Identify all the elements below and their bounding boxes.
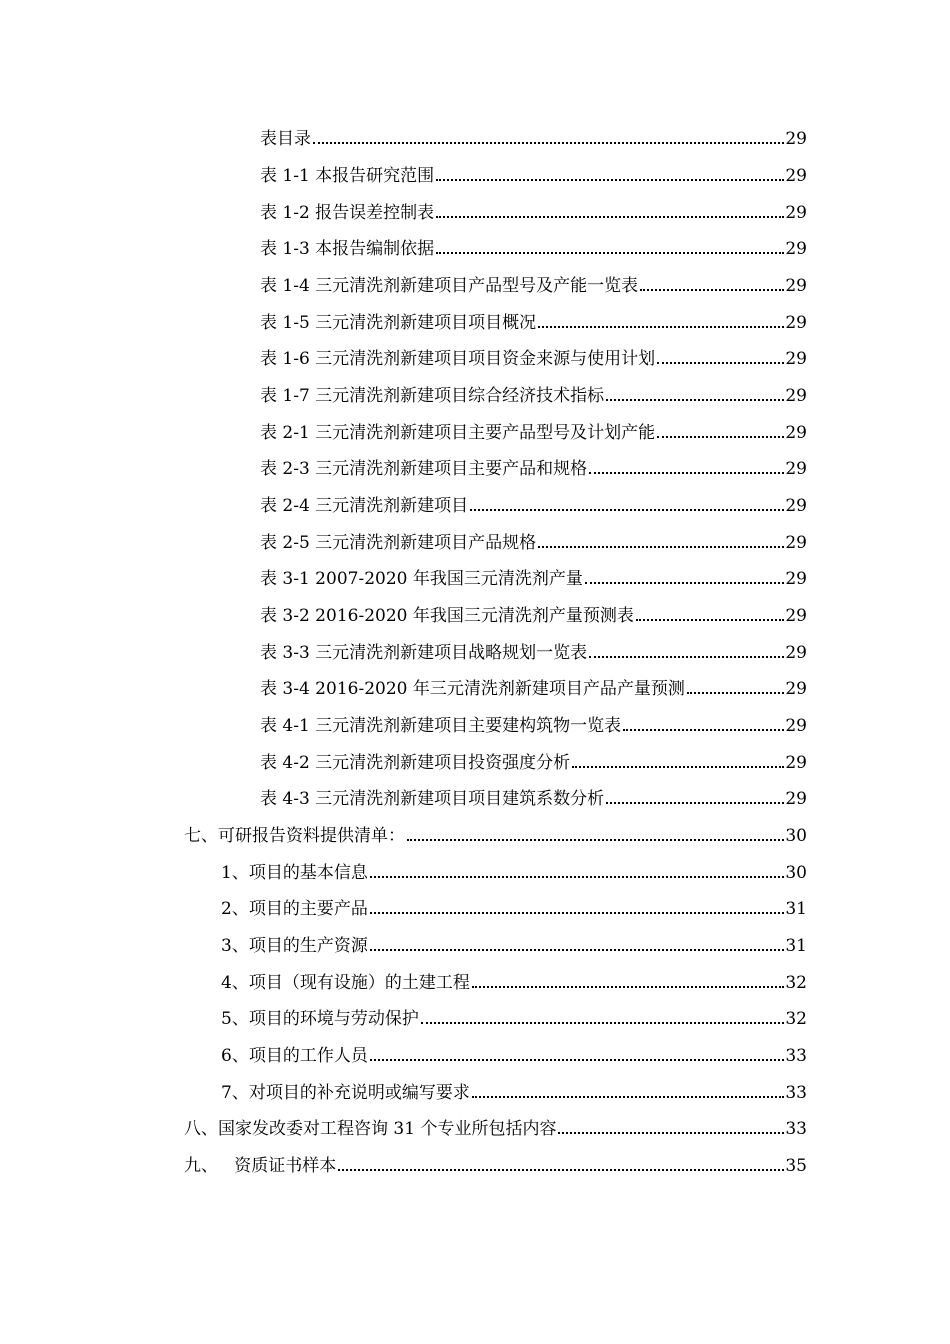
toc-entry-label: 七、可研报告资料提供清单： (184, 826, 405, 846)
toc-leader-dots (370, 1058, 785, 1061)
toc-leader-dots (657, 361, 784, 364)
toc-entry-page: 29 (785, 423, 807, 443)
toc-entry-table-1-3[interactable] (260, 230, 807, 260)
toc-entry-page: 29 (785, 753, 807, 773)
toc-entry-label: 6、项目的工作人员 (221, 1046, 368, 1066)
toc-leader-dots (606, 398, 784, 401)
toc-entry-page: 35 (785, 1156, 807, 1176)
toc-entry-label: 7、对项目的补充说明或编写要求 (221, 1083, 470, 1103)
toc-entry-item-4[interactable] (221, 964, 807, 994)
toc-entry-table-3-3[interactable] (260, 634, 807, 664)
toc-entry-table-1-5[interactable] (260, 304, 807, 334)
toc-entry-table-3-1[interactable] (260, 560, 807, 590)
toc-entry-table-1-4[interactable] (260, 267, 807, 297)
toc-leader-dots (687, 691, 785, 694)
toc-leader-dots (589, 655, 784, 658)
toc-entry-table-3-4[interactable] (260, 670, 807, 700)
toc-entry-chapter-8[interactable] (184, 1110, 807, 1140)
toc-leader-dots (538, 325, 784, 328)
toc-entry-item-7[interactable] (221, 1074, 807, 1104)
toc-entry-table-4-1[interactable] (260, 707, 807, 737)
toc-entry-label: 表 2-5 三元清洗剂新建项目产品规格 (260, 533, 537, 553)
toc-entry-table-1-7[interactable] (260, 377, 807, 407)
toc-leader-dots (589, 471, 784, 474)
toc-entry-label: 表 2-1 三元清洗剂新建项目主要产品型号及计划产能 (260, 423, 656, 443)
toc-entry-page: 29 (785, 203, 807, 223)
toc-leader-dots (640, 288, 784, 291)
toc-entry-page: 29 (785, 569, 807, 589)
toc-entry-label: 2、项目的主要产品 (221, 899, 368, 919)
toc-leader-dots (636, 618, 785, 621)
toc-entry-page: 30 (785, 863, 807, 883)
toc-entry-page: 32 (785, 973, 807, 993)
toc-leader-dots (370, 911, 785, 914)
toc-entry-item-5[interactable] (221, 1000, 807, 1030)
toc-leader-dots (538, 545, 784, 548)
toc-leader-dots (370, 875, 785, 878)
toc-leader-dots (436, 215, 784, 218)
toc-leader-dots (436, 178, 784, 181)
toc-entry-label: 表 1-5 三元清洗剂新建项目项目概况 (260, 313, 537, 333)
toc-entry-page: 32 (785, 1009, 807, 1029)
toc-leader-dots (470, 508, 784, 511)
toc-entry-label: 5、项目的环境与劳动保护 (221, 1009, 419, 1029)
toc-entry-table-1-2[interactable] (260, 194, 807, 224)
toc-entry-item-3[interactable] (221, 927, 807, 957)
toc-entry-page: 29 (785, 533, 807, 553)
toc-entry-page: 29 (785, 276, 807, 296)
toc-entry-label: 表目录 (260, 129, 311, 149)
toc-entry-label: 4、项目（现有设施）的土建工程 (221, 973, 470, 993)
toc-entry-label: 表 1-1 本报告研究范围 (260, 166, 435, 186)
toc-entry-label: 表 3-2 2016-2020 年我国三元清洗剂产量预测表 (260, 606, 634, 626)
toc-entry-label: 九、 资质证书样本 (184, 1156, 337, 1176)
toc-entry-page: 29 (785, 496, 807, 516)
toc-entry-table-2-5[interactable] (260, 524, 807, 554)
toc-entry-label: 八、国家发改委对工程咨询 31 个专业所包括内容 (184, 1119, 557, 1139)
toc-leader-dots (657, 435, 784, 438)
toc-entry-page: 29 (785, 166, 807, 186)
toc-entry-page: 30 (785, 826, 807, 846)
toc-entry-table-2-3[interactable] (260, 450, 807, 480)
toc-entry-page: 29 (785, 239, 807, 259)
toc-leader-dots (421, 1021, 785, 1024)
toc-entry-page: 29 (785, 606, 807, 626)
toc-entry-page: 29 (785, 129, 807, 149)
toc-entry-item-2[interactable] (221, 890, 807, 920)
toc-entry-table-2-1[interactable] (260, 414, 807, 444)
toc-entry-label: 1、项目的基本信息 (221, 863, 368, 883)
toc-entry-table-4-2[interactable] (260, 744, 807, 774)
toc-leader-dots (436, 251, 784, 254)
toc-entry-page: 29 (785, 349, 807, 369)
toc-leader-dots (313, 141, 784, 144)
toc-entry-label: 表 1-4 三元清洗剂新建项目产品型号及产能一览表 (260, 276, 639, 296)
toc-entry-page: 29 (785, 789, 807, 809)
toc-entry-chapter-9[interactable] (184, 1147, 807, 1177)
toc-entry-label: 表 4-2 三元清洗剂新建项目投资强度分析 (260, 753, 571, 773)
toc-entry-table-list[interactable] (260, 120, 807, 150)
toc-entry-label: 表 3-3 三元清洗剂新建项目战略规划一览表 (260, 643, 588, 663)
toc-entry-page: 29 (785, 679, 807, 699)
toc-entry-label: 表 4-3 三元清洗剂新建项目项目建筑系数分析 (260, 789, 605, 809)
toc-entry-label: 表 1-6 三元清洗剂新建项目项目资金来源与使用计划 (260, 349, 656, 369)
toc-leader-dots (585, 581, 785, 584)
toc-entry-label: 表 3-4 2016-2020 年三元清洗剂新建项目产品产量预测 (260, 679, 685, 699)
toc-entry-label: 表 3-1 2007-2020 年我国三元清洗剂产量 (260, 569, 583, 589)
toc-entry-table-3-2[interactable] (260, 597, 807, 627)
toc-leader-dots (338, 1168, 784, 1171)
toc-entry-chapter-7[interactable] (184, 817, 807, 847)
toc-entry-item-6[interactable] (221, 1037, 807, 1067)
toc-leader-dots (472, 1095, 785, 1098)
toc-leader-dots (606, 801, 784, 804)
toc-entry-table-4-3[interactable] (260, 780, 807, 810)
toc-entry-page: 29 (785, 386, 807, 406)
toc-entry-page: 31 (785, 936, 807, 956)
toc-entry-page: 31 (785, 899, 807, 919)
toc-entry-table-2-4[interactable] (260, 487, 807, 517)
toc-entry-page: 29 (785, 459, 807, 479)
toc-leader-dots (572, 765, 784, 768)
toc-entry-table-1-1[interactable] (260, 157, 807, 187)
toc-entry-label: 3、项目的生产资源 (221, 936, 368, 956)
toc-leader-dots (407, 838, 784, 841)
toc-leader-dots (472, 985, 785, 988)
toc-entry-label: 表 2-3 三元清洗剂新建项目主要产品和规格 (260, 459, 588, 479)
toc-entry-item-1[interactable] (221, 854, 807, 884)
toc-leader-dots (558, 1131, 784, 1134)
toc-entry-page: 33 (785, 1046, 807, 1066)
toc-entry-page: 29 (785, 313, 807, 333)
toc-entry-label: 表 1-3 本报告编制依据 (260, 239, 435, 259)
toc-leader-dots (370, 948, 785, 951)
toc-leader-dots (623, 728, 784, 731)
toc-entry-page: 29 (785, 716, 807, 736)
toc-entry-table-1-6[interactable] (260, 340, 807, 370)
toc-entry-label: 表 4-1 三元清洗剂新建项目主要建构筑物一览表 (260, 716, 622, 736)
toc-entry-page: 33 (785, 1083, 807, 1103)
toc-entry-page: 33 (785, 1119, 807, 1139)
toc-entry-label: 表 1-7 三元清洗剂新建项目综合经济技术指标 (260, 386, 605, 406)
toc-entry-page: 29 (785, 643, 807, 663)
toc-entry-label: 表 2-4 三元清洗剂新建项目 (260, 496, 469, 516)
toc-entry-label: 表 1-2 报告误差控制表 (260, 203, 435, 223)
